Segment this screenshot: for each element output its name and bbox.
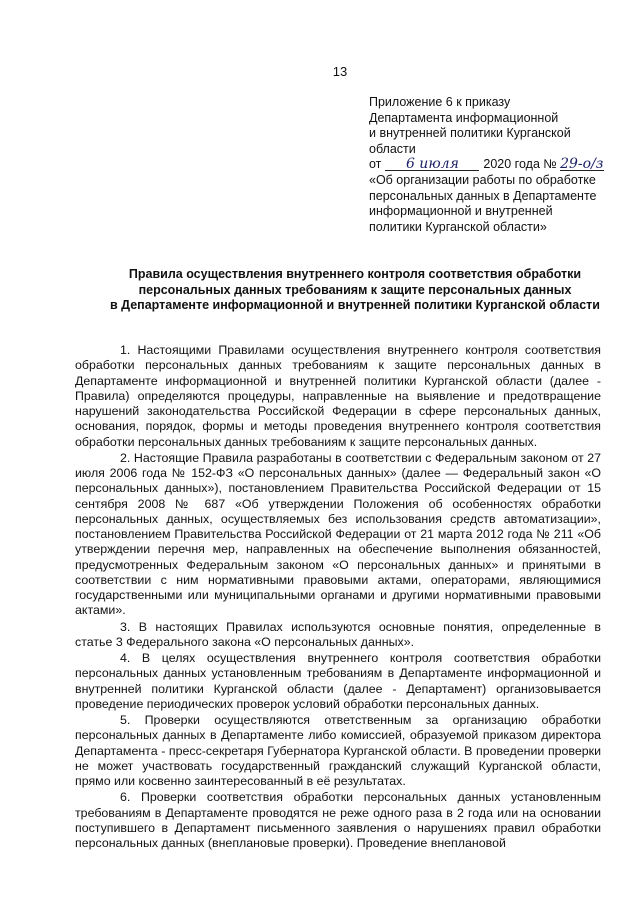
- paragraph: 6. Проверки соответствия обработки персональных данных установленным требованиям в Департаменте проводятся не реже одного раза в 2 года или на основании поступившего в Департамент письменного заявления о нарушениях правил обработки персональных данных (внеплановые проверки). Проведение внеплановой: [75, 790, 601, 850]
- appendix-subject-line: «Об организации работы по обработке: [369, 172, 596, 187]
- appendix-line: Приложение 6 к приказу: [369, 95, 511, 109]
- appendix-line: и внутренней политики Курганской: [369, 126, 571, 141]
- document-body: [75, 343, 601, 851]
- appendix-line: Департамента информационной: [369, 110, 559, 125]
- title-line: в Департаменте информационной и внутренней политики Курганской области: [110, 298, 600, 312]
- title-line: Правила осуществления внутреннего контроля соответствия обработки: [128, 267, 582, 281]
- appendix-header: [369, 95, 631, 235]
- document-title: [60, 267, 640, 314]
- appendix-subject-line: политики Курганской области»: [369, 219, 547, 234]
- handwritten-date: 6 июля: [385, 158, 479, 171]
- paragraph: 3. В настоящих Правилах используются основные понятия, определенные в статье 3 Федерального закона «О персональных данных».: [75, 619, 601, 649]
- from-prefix: от: [369, 157, 382, 172]
- paragraph: 1. Настоящими Правилами осуществления внутреннего контроля соответствия обработки персональных данных требованиям к защите персональных данных в Департаменте информационной и внутренней политики Курганской области (далее - Правила) определяются процедуры, направленные на выявление и предотвращение нарушений законодательства Российской Федерации в сфере персональных данных, основания, порядок, формы и методы проведения внутреннего контроля соответствия обработки персональных данных требованиям к защите персональных данных.: [75, 343, 601, 449]
- paragraph: 2. Настоящие Правила разработаны в соответствии с Федеральным законом от 27 июля 2006 года № 152-ФЗ «О персональных данных» (далее — Федеральный закон «О персональных данных»), постановлением Правительства Российской Федерации от 15 сентября 2008 № 687 «Об утверждении Положения об особенностях обработки персональных данных, осуществляемых без использования средств автоматизации», постановлением Правительства Российской Федерации от 21 марта 2012 года № 211 «Об утверждении перечня мер, направленных на обеспечение выполнения обязанностей, предусмотренных Федеральным законом «О персональных данных» и принятыми в соответствии с ним нормативными правовыми актами, операторами, являющимися государственными или муниципальными органами и другими нормативными правовыми актами».: [75, 450, 601, 618]
- appendix-date-line: [369, 157, 631, 173]
- paragraph: 5. Проверки осуществляются ответственным за организацию обработки персональных данных в Департаменте либо комиссией, образуемой приказом директора Департамента - пресс-секретаря Губернатора Курганской области. В проведении проверки не может участвовать государственный гражданский служащий Курганской области, прямо или косвенно заинтересованный в её результатах.: [75, 713, 601, 788]
- appendix-line: области: [369, 141, 416, 156]
- title-line: персональных данных требованиям к защите персональных данных: [138, 282, 572, 297]
- appendix-subject-line: персональных данных в Департаменте: [369, 188, 597, 203]
- appendix-subject-line: информационной и внутренней: [369, 204, 553, 219]
- handwritten-number: 29-о/з: [560, 156, 604, 173]
- paragraph: 4. В целях осуществления внутреннего контроля соответствия обработки персональных данных установленным требованиям в Департаменте информационной и внутренней политики Курганской области (далее - Департамент) организовывается проведение периодических проверок условий обработки персональных данных.: [75, 651, 601, 711]
- year-text: 2020 года №: [483, 157, 557, 172]
- page-number: 13: [332, 64, 348, 79]
